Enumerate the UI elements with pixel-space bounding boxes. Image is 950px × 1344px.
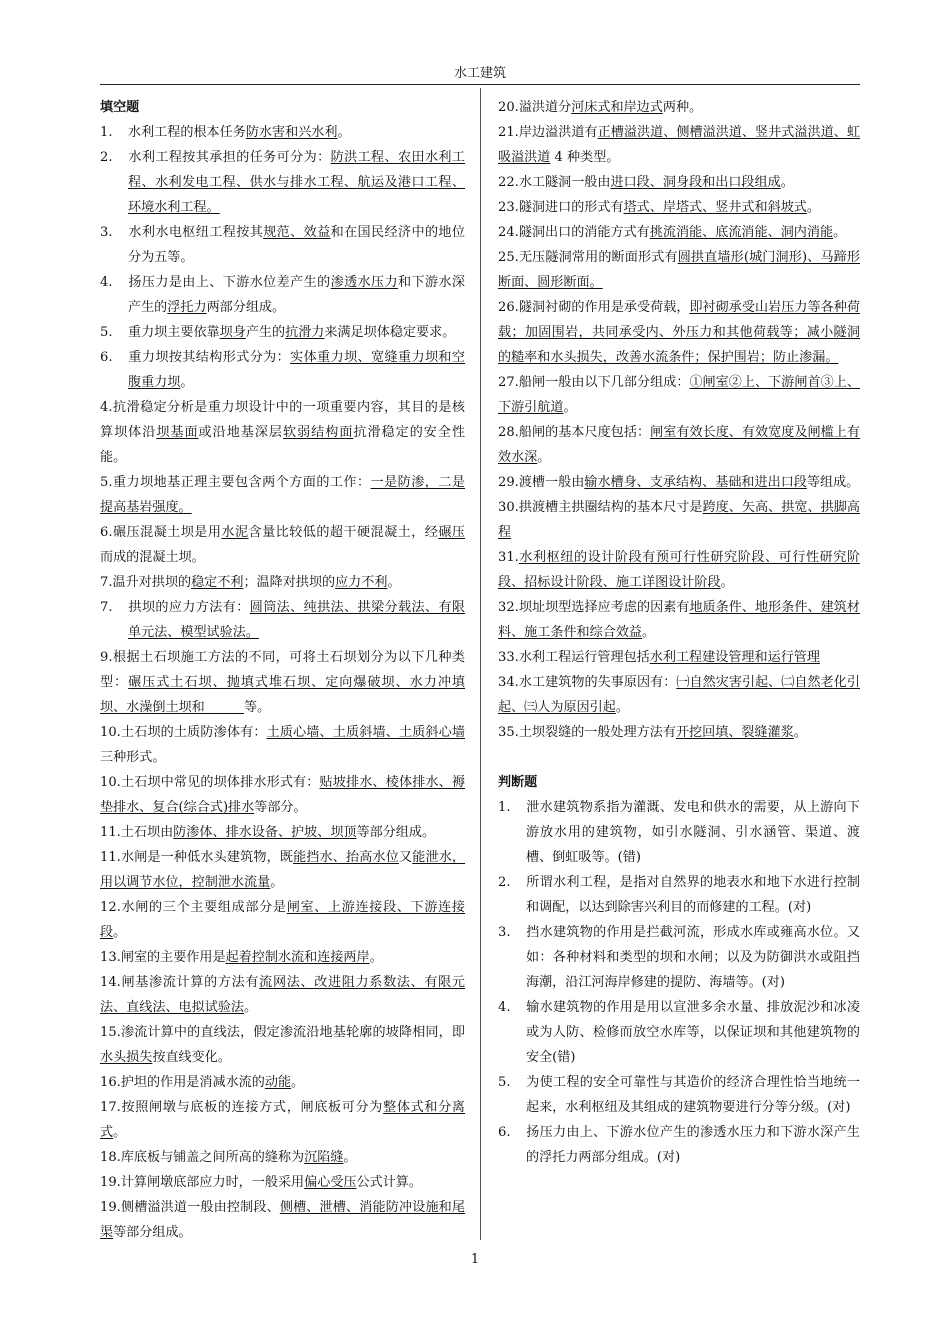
fill-item: 4. 扬压力是由上、下游水位差产生的渗透水压力和下游水深产生的浮托力两部分组成。	[100, 275, 466, 315]
column-divider	[480, 88, 481, 1240]
fill-item: 18.库底板与铺盖之间所高的缝称为沉陷缝。	[100, 1150, 357, 1165]
fill-item: 21.岸边溢洪道有正槽溢洪道、侧槽溢洪道、竖井式溢洪道、虹吸溢洪道 4 种类型。	[498, 125, 861, 165]
fill-item: 35.土坝裂缝的一般处理方法有开挖回填、裂缝灌浆。	[498, 725, 807, 740]
fill-item: 25.无压隧洞常用的断面形式有圆拱直墙形(城门洞形)、马蹄形断面、圆形断面。	[498, 250, 860, 290]
fill-item: 24.隧洞出口的消能方式有挑流消能、底流消能、洞内消能。	[498, 225, 847, 240]
fill-item: 17.按照闸墩与底板的连接方式，闸底板可分为整体式和分离式。	[100, 1100, 466, 1140]
page-number: 1	[470, 1252, 480, 1267]
fill-item: 10.土石坝的土质防渗体有：土质心墙、土质斜墙、土质斜心墙三种形式。	[100, 725, 465, 765]
fill-item: 5. 重力坝主要依靠坝身产生的抗滑力来满足坝体稳定要求。	[100, 325, 456, 340]
fill-item: 7. 拱坝的应力方法有：圆筒法、纯拱法、拱梁分载法、有限单元法、模型试验法。	[100, 600, 466, 640]
fill-item: 6.碾压混凝土坝是用水泥含量比较低的超干硬混凝土，经碾压而成的混凝土坝。	[100, 525, 466, 565]
fill-item: 10.土石坝中常见的坝体排水形式有：贴坡排水、棱体排水、褥垫排水、复合(综合式)排水等部分。	[100, 775, 465, 815]
true-false-heading: 判断题	[498, 775, 538, 790]
fill-item: 32.坝址坝型选择应考虑的因素有地质条件、地形条件、建筑材料、施工条件和综合效益。	[498, 600, 860, 640]
fill-item: 2. 水利工程按其承担的任务可分为：防洪工程、农田水利工程、水利发电工程、供水与排水工程、航运及港口工程、环境水利工程。	[100, 150, 466, 215]
fill-item: 16.护坦的作用是消减水流的动能。	[100, 1075, 305, 1090]
left-column	[100, 95, 465, 1245]
fill-item: 33.水利工程运行管理包括水利工程建设管理和运行管理	[498, 650, 820, 665]
fill-item: 15.渗流计算中的直线法，假定渗流沿地基轮廓的坡降相同，即水头损失按直线变化。	[100, 1025, 465, 1065]
fill-item: 29.渡槽一般由输水槽身、支承结构、基础和进出口段等组成。	[498, 475, 860, 490]
fill-item: 30.拱渡槽主拱圈结构的基本尺寸是跨度、矢高、拱宽、拱脚高程	[498, 500, 860, 540]
fill-item: 20.溢洪道分河床式和岸边式两种。	[498, 100, 703, 115]
fill-item: 26.隧洞衬砌的作用是承受荷载，即衬砌承受山岩压力等各种荷载；加固围岩，共同承受内、外压力和其他荷载等；减小隧洞的糙率和水头损失，改善水流条件；保护围岩；防止渗漏。	[498, 300, 860, 365]
judge-item: 4. 输水建筑物的作用是用以宣泄多余水量、排放泥沙和冰凌或为人防、检修而放空水库等，以保证坝和其他建筑物的安全(错)	[498, 1000, 860, 1065]
fill-item: 14.闸基渗流计算的方法有流网法、改进阻力系数法、有限元法、直线法、电拟试验法。	[100, 975, 466, 1015]
fill-item: 31.水利枢纽的设计阶段有预可行性研究阶段、可行性研究阶段、招标设计阶段、施工详图设计阶段。	[498, 550, 860, 590]
fill-item: 13.闸室的主要作用是起着控制水流和连接两岸。	[100, 950, 383, 965]
right-column	[498, 95, 860, 1170]
header-rule	[100, 84, 860, 85]
judge-item: 6. 扬压力由上、下游水位产生的渗透水压力和下游水深产生的浮托力两部分组成。(对)	[498, 1125, 860, 1165]
fill-item: 28.船闸的基本尺度包括：闸室有效长度、有效宽度及闸槛上有效水深。	[498, 425, 861, 465]
fill-item: 11.水闸是一种低水头建筑物，既能挡水、抬高水位又能泄水，用以调节水位，控制泄水流量。	[100, 850, 466, 890]
fill-item: 19.计算闸墩底部应力时，一般采用偏心受压公式计算。	[100, 1175, 422, 1190]
fill-item: 3. 水利水电枢纽工程按其规范、效益和在国民经济中的地位分为五等。	[100, 225, 466, 265]
judge-item: 5. 为使工程的安全可靠性与其造价的经济合理性恰当地统一起来，水利枢纽及其组成的建筑物要进行分等分级。(对)	[498, 1075, 860, 1115]
fill-item: 22.水工隧洞一般由进口段、洞身段和出口段组成。	[498, 175, 794, 190]
fill-item: 7.温升对拱坝的稳定不利；温降对拱坝的应力不利。	[100, 575, 401, 590]
fill-item: 11.土石坝由防渗体、排水设备、护坡、坝顶等部分组成。	[100, 825, 436, 840]
judge-item: 2. 所谓水利工程，是指对自然界的地表水和地下水进行控制和调配，以达到除害兴利目的而修建的工程。(对)	[498, 875, 860, 915]
judge-item: 1. 泄水建筑物系指为灌溉、发电和供水的需要，从上游向下游放水用的建筑物，如引水隧洞、引水涵管、渠道、渡槽、倒虹吸等。(错)	[498, 800, 860, 865]
page-header: 水工建筑	[453, 66, 506, 81]
fill-item: 34.水工建筑物的失事原因有：㈠自然灾害引起、㈡自然老化引起、㈢人为原因引起。	[498, 675, 861, 715]
fill-item: 23.隧洞进口的形式有塔式、岸塔式、竖井式和斜坡式。	[498, 200, 820, 215]
fill-item: 6. 重力坝按其结构形式分为：实体重力坝、宽缝重力坝和空腹重力坝。	[100, 350, 466, 390]
fill-item: 9.根据土石坝施工方法的不同，可将土石坝划分为以下几种类型：碾压式土石坝、抛填式堆石坝、定向爆破坝、水力冲填坝、水澡倒土坝和 等。	[100, 650, 466, 715]
fill-in-heading: 填空题	[100, 100, 140, 115]
judge-item: 3. 挡水建筑物的作用是拦截河流，形成水库或雍高水位。又如：各种材料和类型的坝和水闸；以及为防御洪水或阻挡海潮，沿江河海岸修建的提防、海墙等。(对)	[498, 925, 860, 990]
fill-item: 19.侧槽溢洪道一般由控制段、侧槽、泄槽、消能防冲设施和尾渠等部分组成。	[100, 1200, 466, 1240]
fill-item: 27.船闸一般由以下几部分组成：①闸室②上、下游闸首③上、下游引航道。	[498, 375, 860, 415]
fill-item: 4.抗滑稳定分析是重力坝设计中的一项重要内容，其目的是核算坝体沿坝基面或沿地基深层软弱结构面抗滑稳定的安全性能。	[100, 400, 466, 465]
fill-item: 12.水闸的三个主要组成部分是闸室、上游连接段、下游连接段。	[100, 900, 465, 940]
fill-item: 1. 水利工程的根本任务防水害和兴水利。	[100, 125, 351, 140]
fill-item: 5.重力坝地基正理主要包含两个方面的工作：一是防渗，二是提高基岩强度。	[100, 475, 466, 515]
